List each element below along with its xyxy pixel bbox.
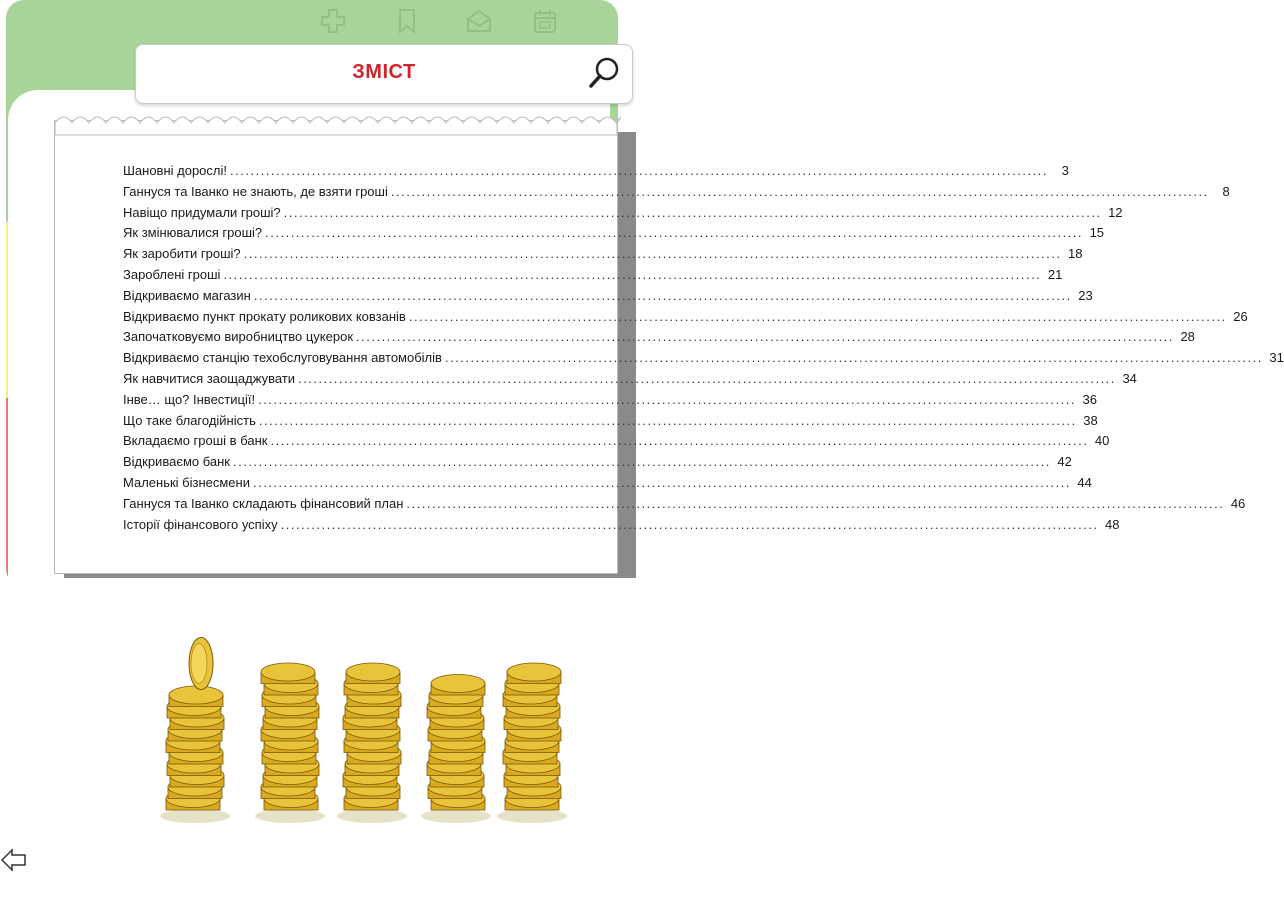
- toc-entry[interactable]: [123, 390, 1097, 411]
- toc-entry[interactable]: [123, 473, 1092, 494]
- toc-entry-title: Шановні дорослі!: [123, 163, 227, 178]
- torn-edge: [55, 109, 617, 135]
- coin: [346, 663, 400, 684]
- toc-entry[interactable]: [123, 223, 1105, 244]
- toc-leader-dots: ................................................................................................................................................................: [253, 287, 1072, 303]
- toc-entry-title: Відкриваємо банк: [123, 454, 230, 470]
- toc-entry-page: 34: [1122, 370, 1137, 386]
- toc-entry-title: Відкриваємо пункт прокату роликових ковзанів: [123, 308, 406, 324]
- toc-entry[interactable]: [123, 244, 1083, 265]
- coin-shadow: [255, 809, 325, 823]
- toc-entry-title: Відкриваємо магазин: [123, 287, 251, 303]
- standing-coin: [189, 638, 213, 690]
- coin: [431, 675, 485, 696]
- toc-leader-dots: ................................................................................................................................................................: [243, 246, 1062, 262]
- toc-entry-title: Відкриваємо станцію техобслуговування автомобілів: [123, 350, 442, 366]
- toc-entry[interactable]: [123, 286, 1093, 307]
- toc-entry-title: Ганнуся та Іванко складають фінансовий план: [123, 495, 404, 511]
- toc-leader-dots: ................................................................................................................................................................: [298, 370, 1116, 386]
- toc-leader-dots: ................................................................................................................................................................: [270, 433, 1089, 449]
- toc-leader-dots: ................................................................................................................................................................: [258, 412, 1077, 428]
- toc-leader-dots: ................................................................................................................................................................: [230, 163, 1048, 178]
- toc-leader-dots: ................................................................................................................................................................: [356, 329, 1174, 345]
- toc-entry-page: 46: [1230, 495, 1246, 511]
- toc-entry-page: 3: [1061, 163, 1069, 178]
- toc-entry[interactable]: [123, 348, 1284, 369]
- toc-leader-dots: ................................................................................................................................................................: [265, 225, 1084, 241]
- toc-entry-title: Як заробити гроші?: [123, 246, 241, 262]
- coin: [261, 663, 315, 684]
- toc-entry-page: 18: [1068, 246, 1083, 262]
- toc-entry-page: 21: [1047, 266, 1063, 282]
- toc-entry[interactable]: [123, 431, 1110, 452]
- coin-shadow: [421, 809, 491, 823]
- toc-entry-page: 8: [1222, 183, 1230, 199]
- toc-entry-page: 28: [1180, 329, 1195, 345]
- search-bar[interactable]: [135, 44, 633, 104]
- coin-stacks-illustration: [150, 630, 580, 830]
- toc-entry-title: Що таке благодійність: [123, 412, 256, 428]
- toc-leader-dots: ................................................................................................................................................................: [252, 474, 1071, 490]
- toc-entry[interactable]: [123, 369, 1137, 390]
- page-title: ЗМІСТ: [352, 61, 416, 83]
- toc-entry-page: 15: [1089, 225, 1105, 241]
- toc-entry-page: 44: [1077, 474, 1092, 490]
- toc-leader-dots: ................................................................................................................................................................: [283, 204, 1102, 220]
- envelope-icon[interactable]: [466, 8, 492, 34]
- toc-entry[interactable]: [123, 265, 1063, 286]
- toc-entry-title: Ганнуся та Іванко не знають, де взяти гроші: [123, 183, 388, 199]
- toc-entry-title: Як змінювалися гроші?: [123, 225, 263, 241]
- toc-entry[interactable]: [123, 203, 1123, 224]
- toc-entry-title: Маленькі бізнесмени: [123, 474, 250, 490]
- toc-entry-page: 31: [1269, 350, 1284, 366]
- coin-shadow: [337, 809, 407, 823]
- toc-leader-dots: ................................................................................................................................................................: [223, 266, 1042, 282]
- coin: [169, 686, 223, 707]
- toc-entry[interactable]: [123, 307, 1248, 328]
- toc-leader-dots: ................................................................................................................................................................: [444, 350, 1263, 366]
- toc-entry-page: 26: [1233, 308, 1248, 324]
- toc-entry[interactable]: [123, 161, 1069, 182]
- toc-entry-title: Як навчитися заощаджувати: [123, 370, 296, 386]
- calendar-icon[interactable]: [532, 8, 558, 34]
- toc-entry-title: Історії фінансового успіху: [123, 516, 278, 532]
- coin-shadow: [160, 809, 230, 823]
- toc-leader-dots: ................................................................................................................................................................: [406, 495, 1225, 511]
- bookmark-icon[interactable]: [394, 8, 420, 34]
- back-arrow-icon[interactable]: [0, 846, 28, 874]
- toc-leader-dots: ................................................................................................................................................................: [408, 308, 1227, 324]
- toc-leader-dots: ................................................................................................................................................................: [390, 183, 1209, 199]
- toc-entry-title: Інве… що? Інвестиції!: [123, 391, 256, 407]
- toc-entry[interactable]: [123, 515, 1120, 536]
- toc-entry-page: 48: [1105, 516, 1120, 532]
- toc-entry[interactable]: [123, 327, 1195, 348]
- toc-entry-title: Започатковуємо виробництво цукерок: [123, 329, 354, 345]
- coin: [507, 663, 561, 684]
- plus-icon[interactable]: [320, 8, 346, 34]
- toc-leader-dots: ................................................................................................................................................................: [232, 454, 1051, 470]
- toc-entry-page: 38: [1083, 412, 1098, 428]
- toc-leader-dots: ................................................................................................................................................................: [280, 516, 1099, 532]
- toc-entry[interactable]: [123, 494, 1246, 515]
- toc-entry[interactable]: [123, 182, 1230, 203]
- toc-entry-title: Зароблені гроші: [123, 266, 221, 282]
- toc-entry-page: 23: [1078, 287, 1093, 303]
- toc-leader-dots: ................................................................................................................................................................: [258, 391, 1076, 407]
- toc-entry[interactable]: [123, 452, 1072, 473]
- table-of-contents: [123, 161, 1284, 535]
- toc-entry-page: 12: [1108, 204, 1123, 220]
- toc-entry-title: Вкладаємо гроші в банк: [123, 433, 268, 449]
- toc-entry-title: Навіщо придумали гроші?: [123, 204, 281, 220]
- toc-entry[interactable]: [123, 411, 1098, 432]
- toc-sheet: [54, 120, 1284, 574]
- toc-entry-page: 40: [1094, 433, 1110, 449]
- toc-entry-page: 36: [1082, 391, 1097, 407]
- toc-entry-page: 42: [1057, 454, 1072, 470]
- coin-shadow: [497, 809, 567, 823]
- search-icon[interactable]: [588, 55, 622, 89]
